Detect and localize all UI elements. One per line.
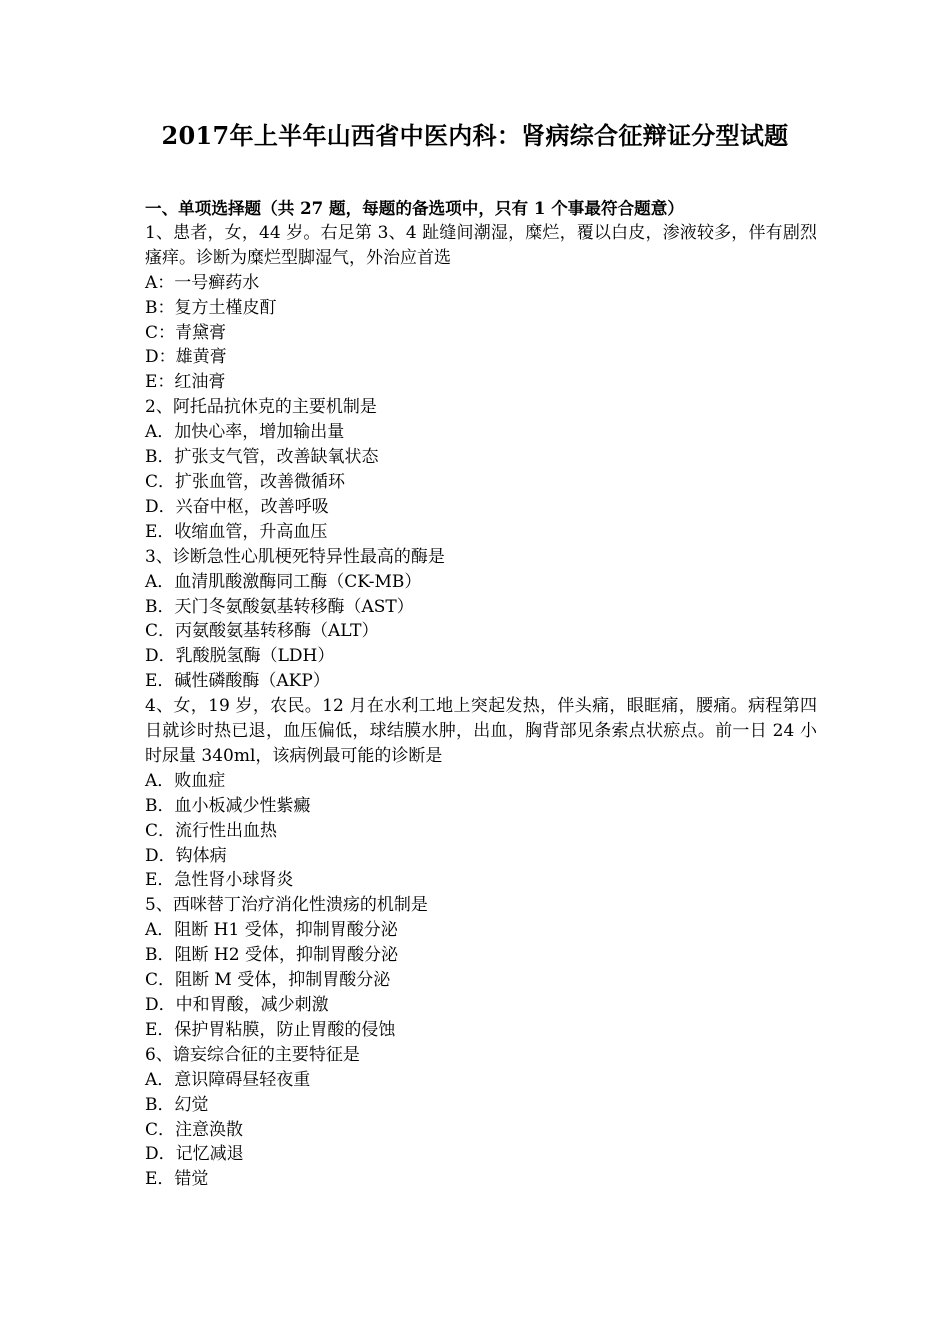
question-2-option-d: D．兴奋中枢，改善呼吸 [145,496,329,517]
question-3-stem: 3、诊断急性心肌梗死特异性最高的酶是 [145,546,445,567]
question-6-option-b: B．幻觉 [145,1094,209,1115]
question-6-option-c: C．注意涣散 [145,1119,244,1140]
question-2-option-e: E．收缩血管，升高血压 [145,521,328,542]
question-2-option-b: B．扩张支气管，改善缺氧状态 [145,447,379,468]
question-4-stem: 4、女，19 岁，农民。12 月在水利工地上突起发热，伴头痛，眼眶痛，腰痛。病程第四日就诊时热已退，血压偏低，球结膜水肿，出血，胸背部见条索点状瘀点。前一日 24 小时尿量 340ml，该病例最可能的诊断是 [145,696,817,766]
question-4-option-b: B．血小板减少性紫癜 [145,795,311,816]
question-3-option-e: E．碱性磷酸酶（AKP） [145,671,330,692]
question-1-stem: 1、患者，女，44 岁。右足第 3、4 趾缝间潮湿，糜烂，覆以白皮，渗液较多，伴有剧烈瘙痒。诊断为糜烂型脚湿气，外治应首选 [145,222,817,268]
question-1-option-e: E：红油膏 [145,372,226,393]
question-4-option-a: A．败血症 [145,770,226,791]
question-6-option-e: E．错觉 [145,1169,209,1190]
question-content [145,196,817,1192]
question-2-stem: 2、阿托品抗休克的主要机制是 [145,397,377,418]
question-4-option-d: D．钩体病 [145,845,227,866]
question-5-option-c: C．阻断 M 受体，抑制胃酸分泌 [145,970,391,991]
question-6-option-d: D．记忆减退 [145,1144,244,1165]
question-3-option-d: D．乳酸脱氢酶（LDH） [145,646,335,667]
question-5-option-a: A．阻断 H1 受体，抑制胃酸分泌 [145,920,398,941]
question-1-option-c: C：青黛膏 [145,322,227,343]
question-6-stem: 6、谵妄综合征的主要特征是 [145,1044,360,1065]
question-3-option-c: C．丙氨酸氨基转移酶（ALT） [145,621,379,642]
question-5-option-d: D．中和胃酸，减少刺激 [145,995,329,1015]
question-6-option-a: A．意识障碍昼轻夜重 [145,1069,311,1090]
document-title: 2017年上半年山西省中医内科：肾病综合征辩证分型试题 [161,121,789,150]
section-heading: 一、单项选择题（共 27 题，每题的备选项中，只有 1 个事最符合题意） [145,198,684,218]
question-5-option-b: B．阻断 H2 受体，抑制胃酸分泌 [145,945,398,966]
question-3-option-b: B．天门冬氨酸氨基转移酶（AST） [145,596,414,617]
question-4-option-c: C．流行性出血热 [145,820,278,841]
question-5-option-e: E．保护胃粘膜，防止胃酸的侵蚀 [145,1019,396,1040]
question-1-option-b: B：复方土槿皮酊 [145,297,277,318]
question-3-option-a: A．血清肌酸激酶同工酶（CK-MB） [145,571,422,592]
question-2-option-c: C．扩张血管，改善微循环 [145,471,346,492]
question-5-stem: 5、西咪替丁治疗消化性溃疡的机制是 [145,895,428,916]
question-1-option-d: D：雄黄膏 [145,347,227,368]
question-4-option-e: E．急性肾小球肾炎 [145,870,294,891]
question-2-option-a: A．加快心率，增加输出量 [145,422,345,443]
question-1-option-a: A：一号癣药水 [145,272,260,293]
